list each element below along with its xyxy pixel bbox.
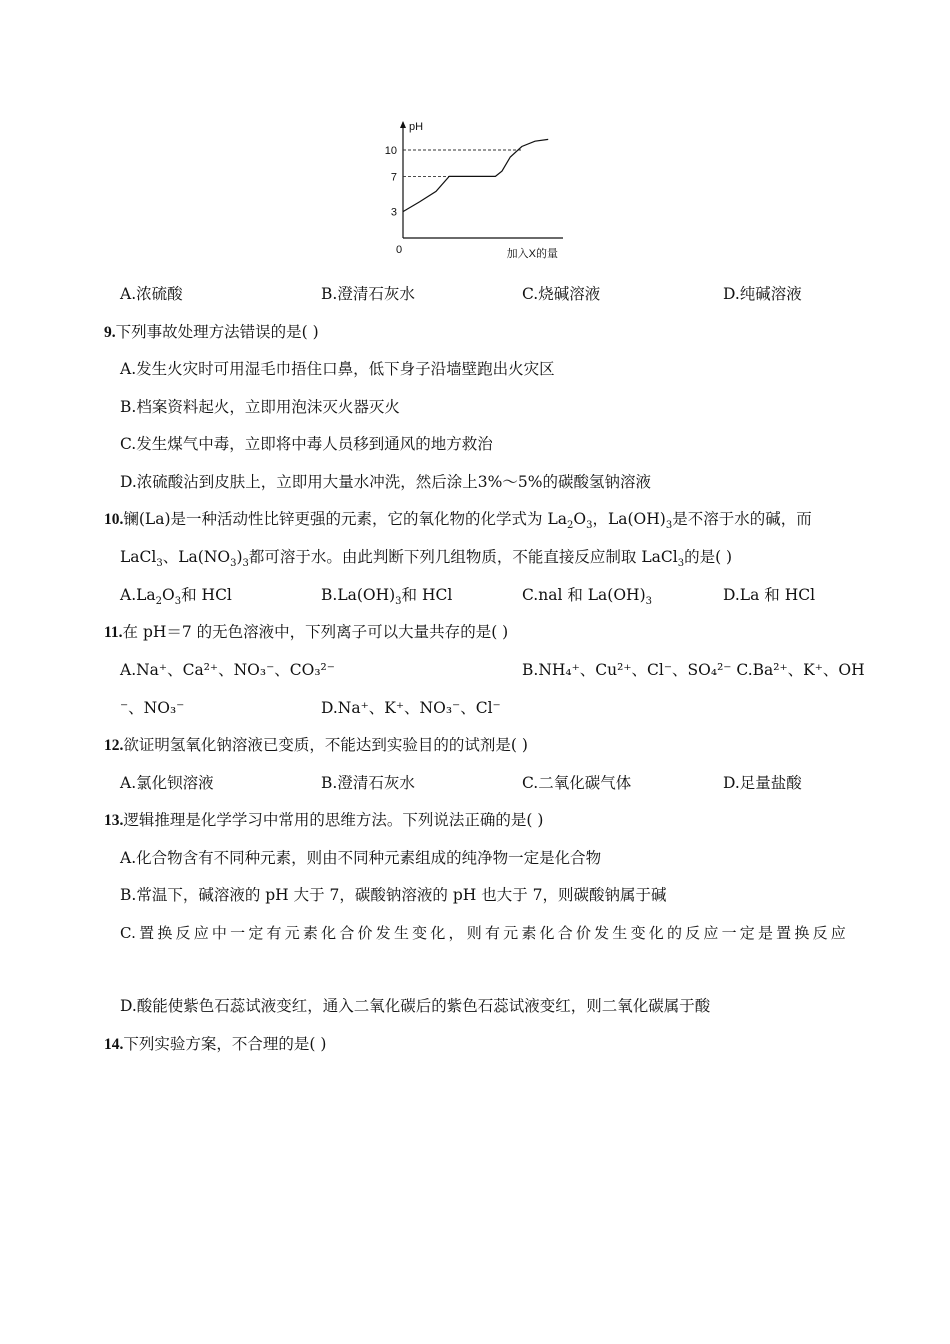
q11-stem-line — [104, 622, 508, 643]
q14-stem: 下列实验方案，不合理的是( ) — [123, 1035, 327, 1053]
q8-option-a[interactable]: A.浓硫酸 — [120, 285, 183, 303]
q10-stem-text: ) — [236, 548, 243, 566]
q13-stem: 逻辑推理是化学学习中常用的思维方法。下列说法正确的是( ) — [123, 811, 544, 829]
q11-stem: 在 pH＝7 的无色溶液中，下列离子可以大量共存的是( ) — [122, 623, 509, 641]
q10-stem-text: 都可溶于水。由此判断下列几组物质，不能直接反应制取 LaCl — [248, 548, 678, 566]
origin-label: 0 — [395, 244, 403, 256]
q12-stem-line — [104, 735, 528, 756]
sub: 2 — [567, 520, 574, 532]
chart-reference-lines — [403, 150, 522, 176]
sub: 3 — [586, 520, 593, 532]
q10-option-a[interactable] — [120, 585, 232, 608]
chart-axes — [400, 121, 563, 238]
q10-number: 10. — [104, 511, 124, 528]
q12-number: 12. — [104, 737, 124, 754]
option-text: 和 HCl — [401, 586, 453, 604]
sub: 3 — [174, 596, 182, 608]
q10-stem-text: ，La(OH) — [592, 510, 666, 528]
q11-option-c-cont[interactable]: ⁻、NO₃⁻ — [120, 699, 185, 717]
q13-number: 13. — [104, 812, 124, 829]
q12-option-c[interactable]: C.二氧化碳气体 — [522, 774, 632, 792]
q11-option-b-c[interactable]: B.NH₄⁺、Cu²⁺、Cl⁻、SO₄²⁻ C.Ba²⁺、K⁺、OH — [522, 661, 865, 679]
q9-option-d[interactable]: D.浓硫酸沾到皮肤上，立即用大量水冲洗，然后涂上3%～5%的碳酸氢钠溶液 — [120, 473, 651, 491]
q12-stem: 欲证明氢氧化钠溶液已变质，不能达到实验目的的试剂是( ) — [123, 736, 528, 754]
option-text: O — [162, 586, 175, 604]
option-text: C.nal 和 La(OH) — [522, 586, 646, 604]
sub: 3 — [242, 558, 249, 570]
y-axis-arrow — [400, 121, 406, 128]
option-text: A.La — [120, 586, 156, 604]
q9-stem: 下列事故处理方法错误的是( ) — [115, 323, 319, 341]
sub: 3 — [665, 520, 673, 532]
q14-stem-line — [104, 1034, 326, 1055]
q10-stem-text: 镧(La)是一种活动性比锌更强的元素，它的氧化物的化学式为 — [123, 510, 543, 528]
q12-option-b[interactable]: B.澄清石灰水 — [321, 774, 415, 792]
q13-option-d[interactable]: D.酸能使紫色石蕊试液变红，通入二氧化碳后的紫色石蕊试液变红，则二氧化碳属于酸 — [120, 997, 711, 1015]
chart-y-ticks — [385, 145, 397, 219]
sub: 3 — [395, 596, 402, 608]
q10-stem-text: 的是( ) — [684, 548, 733, 566]
q10-stem-line-1 — [104, 509, 812, 530]
q10-option-c[interactable] — [522, 585, 652, 608]
q13-option-b[interactable]: B.常温下，碱溶液的 pH 大于 7，碳酸钠溶液的 pH 也大于 7，则碳酸钠属于碱 — [120, 886, 667, 904]
q13-stem-line — [104, 810, 543, 831]
option-text: B.La(OH) — [321, 586, 396, 604]
q8-option-c[interactable]: C.烧碱溶液 — [522, 285, 601, 303]
x-axis-label: 加入X的量 — [506, 248, 558, 260]
q13-option-c[interactable]: C.置换反应中一定有元素化合价发生变化，则有元素化合价发生变化的反应一定是置换反应 — [120, 924, 846, 942]
q10-option-d[interactable]: D.La 和 HCl — [723, 586, 816, 604]
q11-option-a[interactable]: A.Na⁺、Ca²⁺、NO₃⁻、CO₃²⁻ — [120, 661, 335, 679]
q12-option-d[interactable]: D.足量盐酸 — [723, 774, 802, 792]
sub: 3 — [156, 558, 163, 570]
y-tick-label-7: 7 — [390, 171, 397, 184]
y-tick-label-10: 10 — [384, 145, 397, 157]
y-tick-label-3: 3 — [390, 206, 397, 219]
q8-option-b[interactable]: B.澄清石灰水 — [321, 285, 415, 303]
q9-option-b[interactable]: B.档案资料起火，立即用泡沫灭火器灭火 — [120, 398, 400, 416]
y-axis-label: pH — [409, 121, 424, 133]
sub: 2 — [155, 596, 163, 608]
q10-stem-text: LaCl — [120, 548, 157, 566]
formula-o: O — [573, 510, 587, 528]
option-text: 和 HCl — [181, 586, 232, 604]
q14-number: 14. — [104, 1036, 124, 1053]
q11-option-d[interactable]: D.Na⁺、K⁺、NO₃⁻、Cl⁻ — [321, 699, 501, 717]
q9-option-c[interactable]: C.发生煤气中毒，立即将中毒人员移到通风的地方救治 — [120, 435, 493, 453]
sub: 3 — [677, 558, 685, 570]
q10-stem-text: 、La(NO — [162, 548, 231, 566]
q9-option-a[interactable]: A.发生火灾时可用湿毛巾捂住口鼻，低下身子沿墙壁跑出火灾区 — [120, 360, 555, 378]
q10-stem-text: 是不溶于水的碱，而 — [672, 510, 812, 528]
sub: 3 — [645, 596, 652, 608]
q12-option-a[interactable]: A.氯化钡溶液 — [120, 774, 214, 792]
q10-stem-line-2 — [120, 547, 733, 570]
q8-option-d[interactable]: D.纯碱溶液 — [723, 285, 802, 303]
q9-stem-line — [104, 322, 319, 343]
ph-chart — [370, 110, 570, 270]
formula-la: La — [547, 510, 567, 528]
q10-option-b[interactable] — [321, 585, 453, 608]
q9-number: 9. — [104, 324, 116, 341]
sub: 3 — [230, 558, 237, 570]
q13-option-a[interactable]: A.化合物含有不同种元素，则由不同种元素组成的纯净物一定是化合物 — [120, 849, 602, 867]
q11-number: 11. — [104, 624, 123, 641]
